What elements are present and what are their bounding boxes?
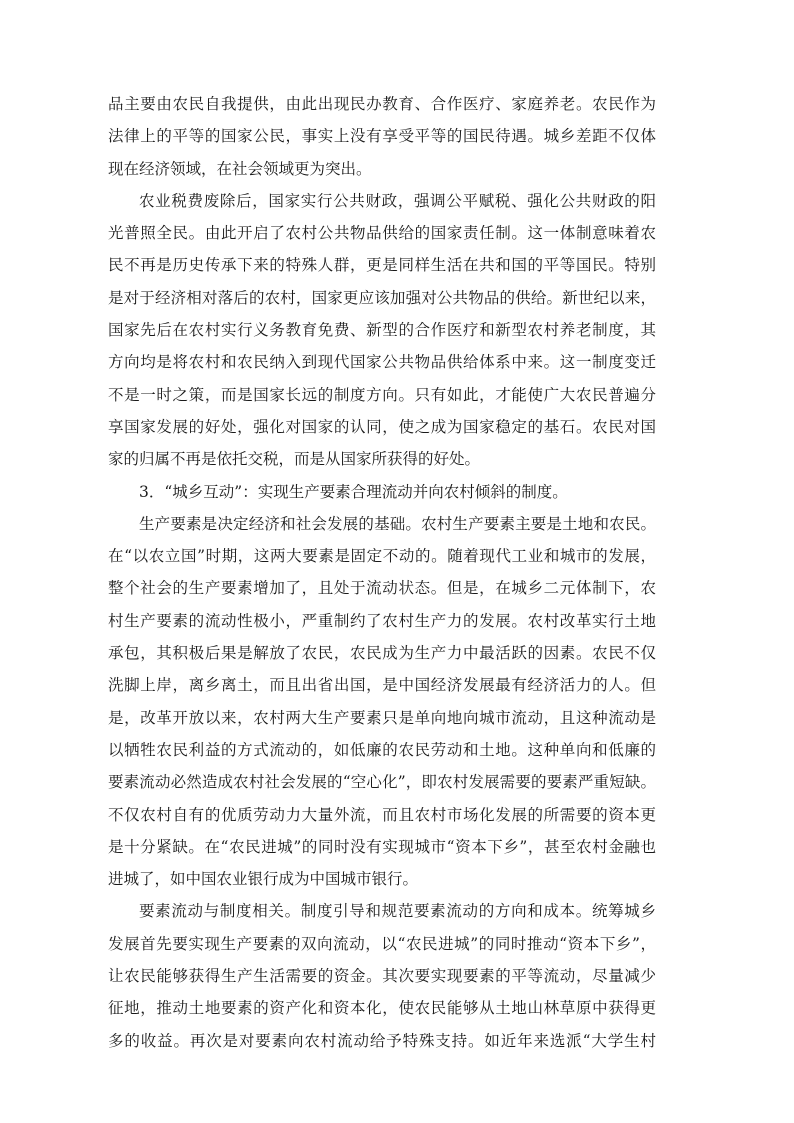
text-line: 进城了，如中国农业银行成为中国城市银行。 bbox=[108, 870, 419, 889]
text-line: 在“以农立国”时期，这两大要素是固定不动的。随着现代工业和城市的发展， bbox=[108, 547, 656, 566]
text-line: 方向均是将农村和农民纳入到现代国家公共物品供给体系中来。这一制度变迁 bbox=[108, 353, 656, 372]
text-line: 现在经济领域，在社会领域更为突出。 bbox=[108, 159, 372, 178]
text-line: 让农民能够获得生产生活需要的资金。其次要实现要素的平等流动，尽量减少 bbox=[108, 967, 656, 986]
text-line: 是对于经济相对落后的农村，国家更应该加强对公共物品的供给。新世纪以来， bbox=[108, 288, 656, 307]
text-line: 征地，推动土地要素的资产化和资本化，使农民能够从土地山林草原中获得更 bbox=[108, 999, 656, 1018]
text-line: 生产要素是决定经济和社会发展的基础。农村生产要素主要是土地和农民。 bbox=[139, 514, 656, 533]
paragraph bbox=[108, 895, 656, 1056]
paragraph bbox=[108, 88, 656, 185]
section-heading bbox=[108, 476, 656, 508]
text-line: 要素流动必然造成农村社会发展的“空心化”，即农村发展需要的要素严重短缺。 bbox=[108, 773, 656, 792]
text-line: 发展首先要实现生产要素的双向流动，以“农民进城”的同时推动“资本下乡”， bbox=[108, 934, 656, 953]
text-line: 多的收益。再次是对要素向农村流动给予特殊支持。如近年来选派“大学生村 bbox=[108, 1031, 656, 1050]
text-line: 洗脚上岸，离乡离土，而且出省出国，是中国经济发展最有经济活力的人。但 bbox=[108, 676, 656, 695]
paragraph bbox=[108, 185, 656, 476]
text-line: 不仅农村自有的优质劳动力大量外流，而且农村市场化发展的所需要的资本更 bbox=[108, 805, 656, 824]
text-line: 村生产要素的流动性极小，严重制约了农村生产力的发展。农村改革实行土地 bbox=[108, 611, 656, 630]
text-line: 家的归属不再是依托交税，而是从国家所获得的好处。 bbox=[108, 450, 481, 469]
text-line: 民不再是历史传承下来的特殊人群，更是同样生活在共和国的平等国民。特别 bbox=[108, 256, 656, 275]
text-line: 以牺牲农民利益的方式流动的，如低廉的农民劳动和土地。这种单向和低廉的 bbox=[108, 740, 656, 759]
text-line: 不是一时之策，而是国家长远的制度方向。只有如此，才能使广大农民普遍分 bbox=[108, 385, 656, 404]
text-line: 是十分紧缺。在“农民进城”的同时没有实现城市“资本下乡”，甚至农村金融也 bbox=[108, 837, 656, 856]
text-line: 法律上的平等的国家公民，事实上没有享受平等的国民待遇。城乡差距不仅体 bbox=[108, 127, 656, 146]
text-line: 要素流动与制度相关。制度引导和规范要素流动的方向和成本。统筹城乡 bbox=[139, 902, 656, 921]
text-line: 农业税费废除后，国家实行公共财政，强调公平赋税、强化公共财政的阳 bbox=[139, 191, 656, 210]
text-line: 光普照全民。由此开启了农村公共物品供给的国家责任制。这一体制意味着农 bbox=[108, 224, 656, 243]
text-line: 品主要由农民自我提供，由此出现民办教育、合作医疗、家庭养老。农民作为 bbox=[108, 95, 656, 113]
paragraph bbox=[108, 508, 656, 896]
text-line: 享国家发展的好处，强化对国家的认同，使之成为国家稳定的基石。农民对国 bbox=[108, 417, 656, 436]
text-line: 国家先后在农村实行义务教育免费、新型的合作医疗和新型农村养老制度，其 bbox=[108, 321, 656, 340]
body-text bbox=[108, 88, 656, 1057]
text-line: 整个社会的生产要素增加了，且处于流动状态。但是，在城乡二元体制下，农 bbox=[108, 579, 656, 598]
text-line: 是，改革开放以来，农村两大生产要素只是单向地向城市流动，且这种流动是 bbox=[108, 708, 656, 727]
text-line: 3．“城乡互动”：实现生产要素合理流动并向农村倾斜的制度。 bbox=[139, 482, 568, 501]
text-line: 承包，其积极后果是解放了农民，农民成为生产力中最活跃的因素。农民不仅 bbox=[108, 644, 656, 663]
